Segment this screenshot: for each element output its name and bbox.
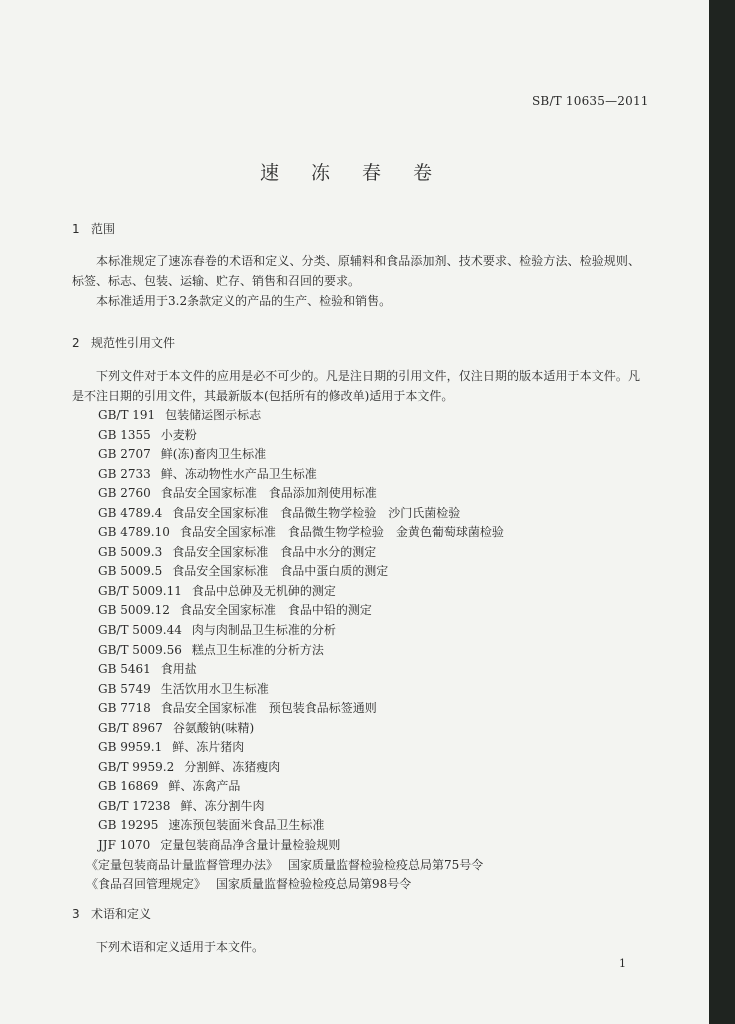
- reference-item: [98, 758, 504, 778]
- reference-item: [98, 777, 504, 797]
- reference-code: GB/T 8967: [98, 720, 163, 735]
- reference-item: [98, 797, 504, 817]
- reference-title: 鲜、冻动物性水产品卫生标准: [160, 466, 317, 481]
- reference-item: [98, 699, 504, 719]
- section-number: 3: [72, 907, 80, 921]
- reference-item: [98, 504, 504, 524]
- reference-title: 国家质量监督检验检疫总局第98号令: [216, 877, 412, 892]
- reference-code: GB 2707: [98, 447, 151, 462]
- reference-code: GB 5009.12: [98, 603, 170, 618]
- reference-title: 食品安全国家标准 食品中蛋白质的测定: [172, 564, 389, 579]
- reference-item: [98, 836, 504, 856]
- section-title: 规范性引用文件: [91, 336, 176, 350]
- reference-title: 食品安全国家标准 食品中铅的测定: [179, 603, 372, 618]
- reference-code: GB/T 191: [98, 408, 156, 422]
- reference-item: [98, 406, 504, 426]
- normative-references-list: [86, 406, 504, 895]
- section-title: 范围: [91, 222, 116, 236]
- reference-title: 分割鲜、冻猪瘦肉: [184, 759, 281, 774]
- reference-item: [98, 523, 504, 543]
- section-number: 1: [72, 222, 80, 236]
- section-title: 术语和定义: [91, 907, 152, 921]
- reference-code: GB/T 5009.56: [98, 642, 182, 657]
- reference-title: 小麦粉: [160, 427, 197, 442]
- reference-item: [98, 738, 504, 758]
- reference-item: [98, 426, 504, 446]
- reference-title: 鲜(冻)畜肉卫生标准: [160, 447, 267, 462]
- reference-code: GB 16869: [98, 779, 159, 794]
- section-1-paragraph-1: 本标准规定了速冻春卷的术语和定义、分类、原辅料和食品添加剂、技术要求、检验方法、检验规则、标签、标志、包装、运输、贮存、销售和召回的要求。: [72, 254, 640, 288]
- section-2-heading: [72, 334, 175, 351]
- section-number: 2: [72, 336, 80, 350]
- reference-item: [98, 816, 504, 836]
- reference-code: GB 5749: [98, 681, 151, 696]
- section-1-paragraph-2: 本标准适用于3.2条款定义的产品的生产、检验和销售。: [96, 294, 392, 308]
- reference-title: 包装储运图示标志: [165, 408, 262, 422]
- reference-code: 《食品召回管理规定》: [86, 877, 207, 892]
- reference-code: GB/T 9959.2: [98, 759, 175, 774]
- reference-item: [98, 680, 504, 700]
- reference-code: GB 5009.5: [98, 564, 163, 579]
- reference-code: GB 5009.3: [98, 544, 163, 559]
- reference-code: GB 4789.10: [98, 525, 170, 540]
- reference-code: GB/T 17238: [98, 798, 171, 813]
- reference-title: 食用盐: [160, 662, 197, 677]
- reference-title: 生活饮用水卫生标准: [160, 681, 269, 696]
- reference-title: 食品安全国家标准 食品微生物学检验 沙门氏菌检验: [172, 505, 461, 520]
- document-title: 速 冻 春 卷: [259, 162, 446, 184]
- reference-title: 定量包装商品净含量计量检验规则: [160, 838, 341, 853]
- standard-code: SB/T 10635—2011: [532, 94, 649, 108]
- reference-code: GB 2760: [98, 486, 151, 501]
- reference-item: [98, 562, 504, 582]
- section-3-heading: [72, 905, 151, 922]
- reference-title: 食品安全国家标准 食品中水分的测定: [172, 544, 377, 559]
- reference-item: [98, 484, 504, 504]
- reference-item: [98, 719, 504, 739]
- reference-item: [98, 543, 504, 563]
- scan-edge: [709, 0, 735, 1024]
- reference-code: GB 9959.1: [98, 740, 163, 755]
- reference-item: [98, 445, 504, 465]
- section-2-paragraph-1: 下列文件对于本文件的应用是必不可少的。凡是注日期的引用文件，仅注日期的版本适用于本文件。凡是不注日期的引用文件，其最新版本(包括所有的修改单)适用于本文件。: [72, 369, 640, 403]
- reference-title: 鲜、冻分割牛肉: [180, 798, 265, 813]
- reference-title: 肉与肉制品卫生标准的分析: [191, 623, 336, 638]
- reference-title: 鲜、冻片猪肉: [172, 740, 245, 755]
- reference-code: GB 5461: [98, 662, 151, 677]
- reference-title: 食品安全国家标准 食品添加剂使用标准: [160, 486, 377, 501]
- reference-item: [98, 641, 504, 661]
- page-number: 1: [619, 957, 626, 970]
- reference-code: GB 7718: [98, 701, 151, 716]
- reference-code: 《定量包装商品计量监督管理办法》: [86, 857, 279, 872]
- reference-title: 鲜、冻禽产品: [168, 779, 241, 794]
- reference-code: JJF 1070: [98, 838, 151, 853]
- reference-title: 速冻预包装面米食品卫生标准: [168, 818, 325, 833]
- reference-title: 食品中总砷及无机砷的测定: [191, 583, 336, 598]
- reference-item: [98, 582, 504, 602]
- reference-code: GB 19295: [98, 818, 159, 833]
- reference-item: [98, 621, 504, 641]
- reference-code: GB/T 5009.44: [98, 623, 182, 638]
- reference-title: 食品安全国家标准 食品微生物学检验 金黄色葡萄球菌检验: [179, 525, 504, 540]
- section-1-heading: [72, 220, 115, 237]
- section-3-paragraph-1: 下列术语和定义适用于本文件。: [96, 940, 265, 954]
- reference-item: [98, 660, 504, 680]
- reference-code: GB 1355: [98, 427, 151, 442]
- reference-title: 食品安全国家标准 预包装食品标签通则: [160, 701, 377, 716]
- reference-title: 糕点卫生标准的分析方法: [191, 642, 324, 657]
- reference-title: 国家质量监督检验检疫总局第75号令: [288, 857, 484, 872]
- reference-code: GB 2733: [98, 466, 151, 481]
- reference-item: [98, 465, 504, 485]
- reference-item: [86, 875, 504, 895]
- reference-item: [86, 856, 504, 876]
- reference-title: 谷氨酸钠(味精): [172, 720, 255, 735]
- reference-item: [98, 601, 504, 621]
- reference-code: GB 4789.4: [98, 505, 163, 520]
- reference-code: GB/T 5009.11: [98, 583, 182, 598]
